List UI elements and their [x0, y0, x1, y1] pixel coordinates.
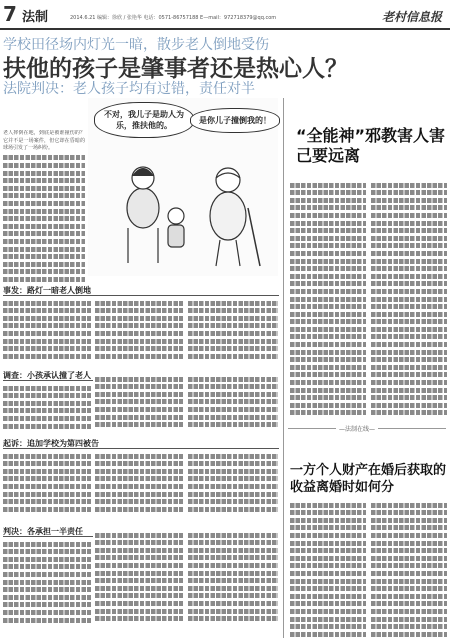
section-rule: [3, 448, 279, 449]
article-intro: 老人摔倒在地，到底是被谁撞伤的？它并不是一场案件，但它却在昏暗的球场引发了一场纠纷。: [3, 130, 85, 152]
bottom-right-headline: 一方个人财产在婚后获取的收益离婚时如何分: [290, 463, 447, 495]
page-meta-line: 2014.6.21 编辑：徐欣 / 张艳华 电话：0571-86757188 E—mail：972718379@qq.com: [70, 15, 277, 21]
section-head-investigation: 调查：小孩承认撞了老人: [3, 371, 91, 380]
box-divider-label: —法制在线—: [336, 424, 378, 433]
article-column: [371, 500, 447, 637]
masthead: [0, 0, 450, 30]
section-rule: [3, 380, 93, 381]
section-head-incident: 事发：路灯一暗老人倒地: [3, 286, 91, 295]
story-kicker: 学校田径场内灯光一暗，散步老人倒地受伤: [3, 37, 269, 53]
section-head-verdict: 判决：各承担一半责任: [3, 527, 83, 536]
article-column: [188, 374, 278, 436]
story-headline: 扶他的孩子是肇事者还是热心人？: [3, 56, 348, 82]
speech-bubble-left: 不对，我儿子是助人为乐，推扶他的。: [94, 102, 194, 138]
article-column: [188, 451, 278, 523]
masthead-rule: [0, 28, 450, 30]
speech-bubble-right: 是你儿子撞倒我的！: [190, 108, 280, 133]
article-column: [95, 530, 183, 637]
article-column: [95, 451, 183, 523]
article-column: [188, 298, 278, 368]
column-divider: [283, 98, 284, 638]
article-column: [3, 130, 85, 282]
article-column: [95, 374, 183, 436]
section-head-lawsuit: 起诉：追加学校为第四被告: [3, 439, 99, 448]
article-column: [3, 298, 91, 368]
article-column: [95, 298, 183, 368]
cartoon-illustration: [88, 98, 278, 276]
right-story-headline: “全能神”邪教害人害己要远离: [296, 126, 446, 165]
article-column: [3, 539, 91, 637]
section-rule: [3, 536, 93, 537]
article-column: [371, 180, 447, 420]
article-column: [3, 383, 91, 435]
article-column: [290, 180, 366, 420]
section-title: 法制: [22, 10, 49, 25]
section-rule: [3, 295, 279, 296]
page-number: 7: [3, 2, 17, 26]
article-column: [3, 451, 91, 523]
story-subhead: 法院判决：老人孩子均有过错，责任对半: [3, 81, 255, 97]
newspaper-logo: 老村信息报: [381, 10, 442, 24]
article-column: [290, 500, 366, 637]
article-column: [188, 530, 278, 637]
